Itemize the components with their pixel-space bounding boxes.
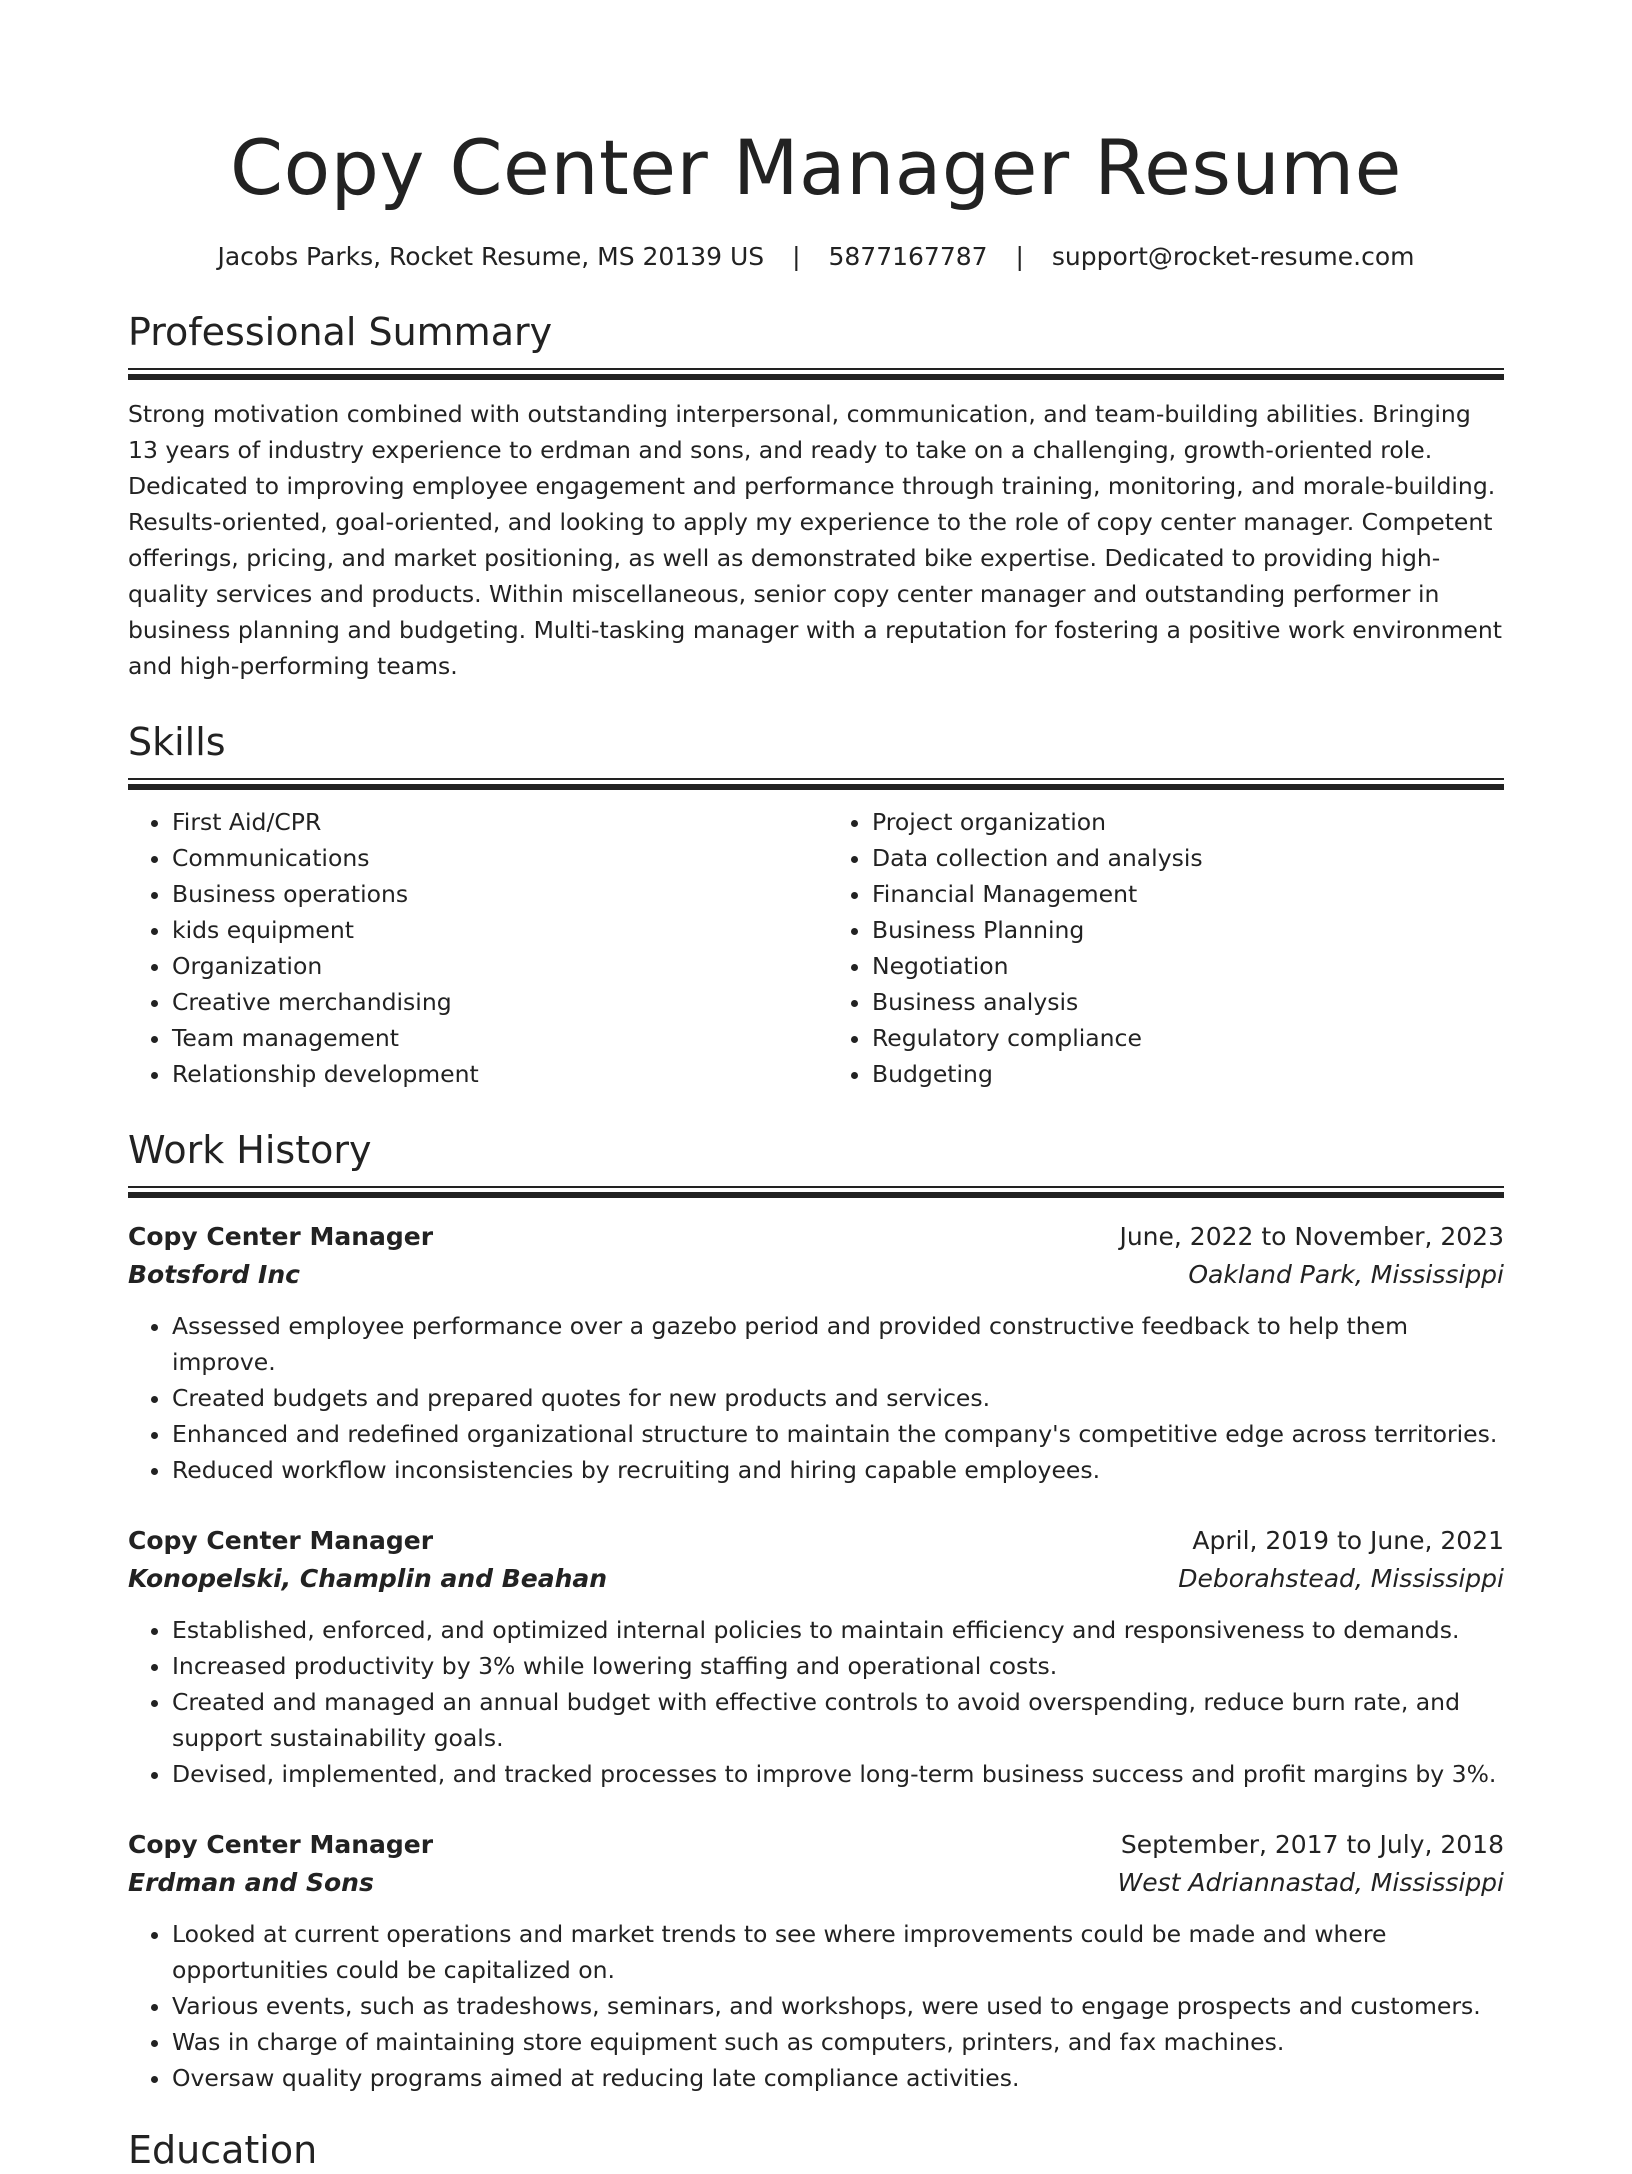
skill-item: • Communications	[172, 840, 804, 876]
job-bullet: • Devised, implemented, and tracked processes to improve long-term business success and profit margins by 3%.	[172, 1756, 1504, 1792]
job-company: Botsford Inc	[128, 1260, 300, 1289]
job-company-row	[128, 1256, 1504, 1294]
job-entry	[128, 1218, 1504, 1488]
job-bullet: • Oversaw quality programs aimed at reducing late compliance activities.	[172, 2060, 1504, 2096]
section-divider	[128, 1186, 1504, 1198]
job-bullet: • Enhanced and redefined organizational structure to maintain the company's competitive edge across territories.	[172, 1416, 1504, 1452]
job-dates: September, 2017 to July, 2018	[1120, 1830, 1504, 1859]
skill-item: • Financial Management	[872, 876, 1504, 912]
summary-text: Strong motivation combined with outstanding interpersonal, communication, and team-building abilities. Bringing 13 years of industry experience to erdman and sons, and ready to take on a challenging, growth-oriented role. Dedicated to improving employee engagement and performance through training, monitoring, and morale-building. Results-oriented, goal-oriented, and looking to apply my experience to the role of copy center manager. Competent offerings, pricing, and market positioning, as well as demonstrated bike expertise. Dedicated to providing high-quality services and products. Within miscellaneous, senior copy center manager and outstanding performer in business planning and budgeting. Multi-tasking manager with a reputation for fostering a positive work environment and high-performing teams.	[128, 400, 1502, 680]
education-heading: Education	[128, 2128, 318, 2172]
work-history-heading: Work History	[128, 1128, 372, 1172]
job-bullet: • Created budgets and prepared quotes for new products and services.	[172, 1380, 1504, 1416]
skills-list-left	[128, 804, 804, 1092]
job-company-row	[128, 1864, 1504, 1902]
job-entry	[128, 1522, 1504, 1792]
job-bullet: • Looked at current operations and market trends to see where improvements could be made and where opportunities could be capitalized on.	[172, 1916, 1504, 1988]
job-bullet: • Was in charge of maintaining store equipment such as computers, printers, and fax machines.	[172, 2024, 1504, 2060]
job-bullet: • Assessed employee performance over a gazebo period and provided constructive feedback to help them improve.	[172, 1308, 1504, 1380]
skills-list-right	[828, 804, 1504, 1092]
job-location: Deborahstead, Mississippi	[1178, 1564, 1504, 1593]
document-title: Copy Center Manager Resume	[230, 123, 1402, 212]
skills-section	[128, 718, 1504, 1092]
summary-heading: Professional Summary	[128, 310, 553, 354]
job-bullets	[128, 1612, 1504, 1792]
contact-address: Jacobs Parks, Rocket Resume, MS 20139 US	[217, 242, 765, 271]
contact-line	[128, 240, 1504, 274]
work-history-section	[128, 1126, 1504, 2096]
job-location: West Adriannastad, Mississippi	[1117, 1868, 1504, 1897]
contact-email: support@rocket-resume.com	[1051, 242, 1415, 271]
skill-item: • Budgeting	[872, 1056, 1504, 1092]
job-dates: June, 2022 to November, 2023	[1119, 1222, 1504, 1251]
job-location: Oakland Park, Mississippi	[1188, 1260, 1504, 1289]
contact-separator: |	[792, 242, 801, 271]
contact-separator: |	[1015, 242, 1024, 271]
skill-item: • Business operations	[172, 876, 804, 912]
skill-item: • Relationship development	[172, 1056, 804, 1092]
job-company: Konopelski, Champlin and Beahan	[128, 1564, 608, 1593]
contact-phone: 5877167787	[828, 242, 988, 271]
skill-item: • Negotiation	[872, 948, 1504, 984]
education-section	[128, 2126, 1504, 2174]
job-title: Copy Center Manager	[128, 1830, 434, 1859]
job-entry	[128, 1826, 1504, 2096]
job-header-row	[128, 1522, 1504, 1560]
job-header-row	[128, 1218, 1504, 1256]
job-bullet: • Established, enforced, and optimized internal policies to maintain efficiency and responsiveness to demands.	[172, 1612, 1504, 1648]
job-title: Copy Center Manager	[128, 1526, 434, 1555]
job-bullet: • Increased productivity by 3% while lowering staffing and operational costs.	[172, 1648, 1504, 1684]
skill-item: • Data collection and analysis	[872, 840, 1504, 876]
skill-item: • Business analysis	[872, 984, 1504, 1020]
job-title: Copy Center Manager	[128, 1222, 434, 1251]
job-bullet: • Created and managed an annual budget with effective controls to avoid overspending, reduce burn rate, and support sustainability goals.	[172, 1684, 1504, 1756]
skill-item: • Creative merchandising	[172, 984, 804, 1020]
job-company: Erdman and Sons	[128, 1868, 374, 1897]
job-bullet: • Reduced workflow inconsistencies by recruiting and hiring capable employees.	[172, 1452, 1504, 1488]
skills-heading: Skills	[128, 720, 226, 764]
section-divider	[128, 368, 1504, 380]
job-header-row	[128, 1826, 1504, 1864]
skill-item: • Team management	[172, 1020, 804, 1056]
skills-grid	[128, 804, 1504, 1092]
skill-item: • Business Planning	[872, 912, 1504, 948]
skill-item: • Regulatory compliance	[872, 1020, 1504, 1056]
job-bullets	[128, 1916, 1504, 2096]
skill-item: • kids equipment	[172, 912, 804, 948]
section-divider	[128, 778, 1504, 790]
job-bullet: • Various events, such as tradeshows, seminars, and workshops, were used to engage prospects and customers.	[172, 1988, 1504, 2024]
job-bullets	[128, 1308, 1504, 1488]
skill-item: • Project organization	[872, 804, 1504, 840]
job-dates: April, 2019 to June, 2021	[1192, 1526, 1504, 1555]
skill-item: • Organization	[172, 948, 804, 984]
summary-section	[128, 308, 1504, 684]
job-company-row	[128, 1560, 1504, 1598]
skill-item: • First Aid/CPR	[172, 804, 804, 840]
